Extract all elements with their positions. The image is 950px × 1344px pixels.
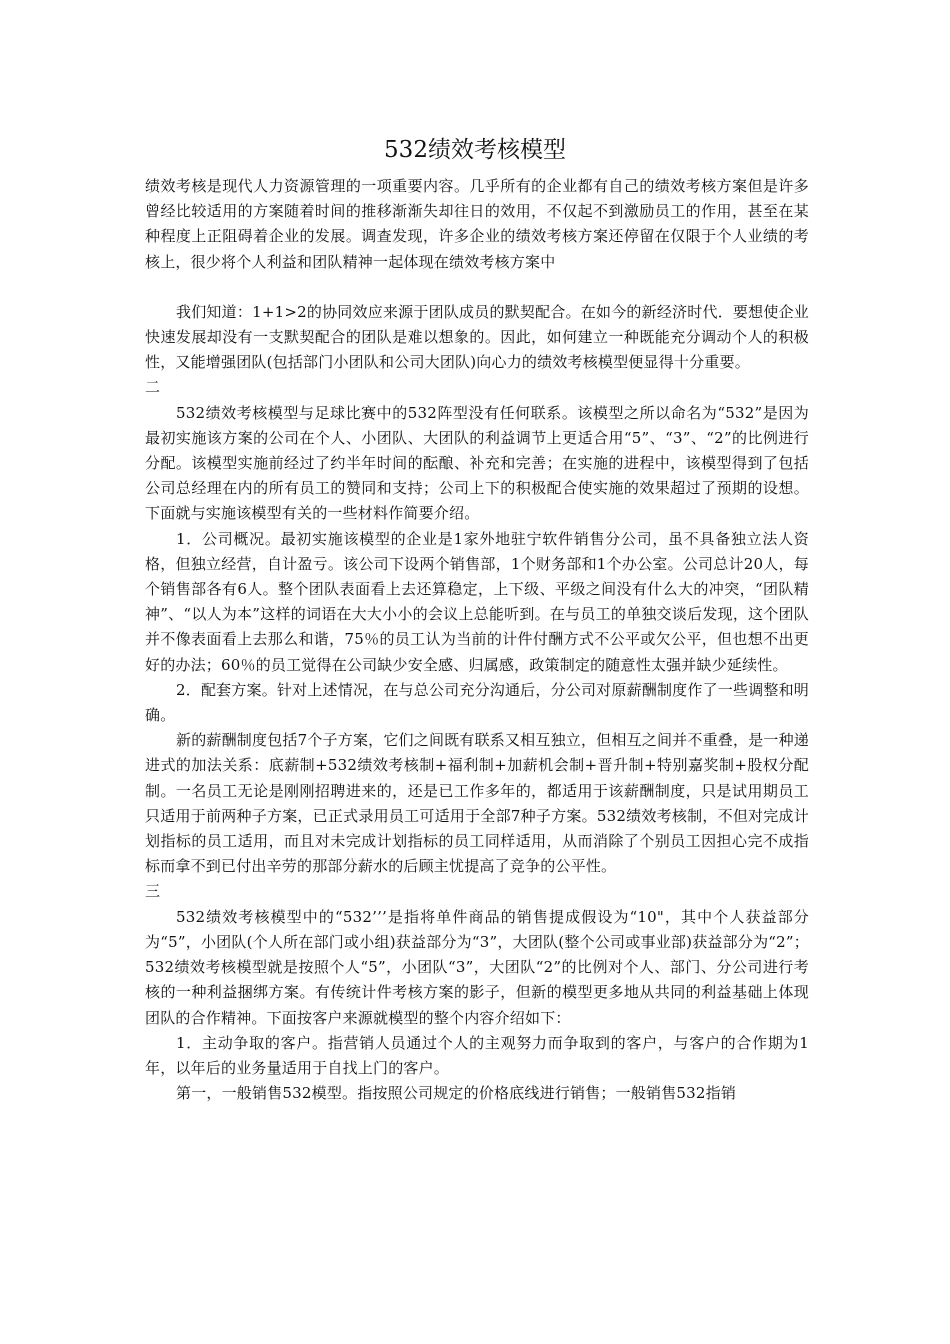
- section-marker-3: 三: [145, 882, 161, 901]
- plan-paragraph: 2．配套方案。针对上述情况，在与总公司充分沟通后，分公司对原薪酬制度作了一些调整和明确。: [145, 680, 809, 725]
- document-title: 532绩效考核模型: [384, 137, 566, 163]
- general-sales-paragraph: 第一，一般销售532模型。指按照公司规定的价格底线进行销售；一般销售532指销: [176, 1084, 737, 1103]
- company-overview-paragraph: 1．公司概况。最初实施该模型的企业是1家外地驻宁软件销售分公司，虽不具备独立法人资格，但独立经营，自计盈亏。该公司下设两个销售部，1个财务部和1个办公室。公司总计20人，每个销售部各有6人。整个团队表面看上去还算稳定，上下级、平级之间没有什么大的冲突，“团队精神”、“以人为本”这样的词语在大大小小的会议上总能听到。在与员工的单独交谈后发现，这个团队并不像表面看上去那么和谐，75％的员工认为当前的计件付酬方式不公平或欠公平，但也想不出更好的办法；60％的员工觉得在公司缺少安全感、归属感，政策制定的随意性太强并缺少延续性。: [145, 529, 809, 674]
- synergy-paragraph: 我们知道：1+1>2的协同效应来源于团队成员的默契配合。在如今的新经济时代．要想使企业快速发展却没有一支默契配合的团队是难以想象的。因此，如何建立一种既能充分调动个人的积极性，又能增强团队(包括部门小团队和公司大团队)向心力的绩效考核模型便显得十分重要。: [145, 302, 809, 372]
- document-body: [145, 174, 809, 1106]
- section-marker-2: 二: [145, 378, 161, 397]
- origin-paragraph: 532绩效考核模型与足球比赛中的532阵型没有任何联系。该模型之所以命名为“532”是因为最初实施该方案的公司在个人、小团队、大团队的利益调节上更适合用“5”、“3”、“2”的比例进行分配。该模型实施前经过了约半年时间的酝酿、补充和完善；在实施的进程中，该模型得到了包括公司总经理在内的所有员工的赞同和支持；公司上下的积极配合使实施的效果超过了预期的设想。下面就与实施该模型有关的一些材料作简要介绍。: [145, 403, 809, 523]
- active-customer-paragraph: 1．主动争取的客户。指营销人员通过个人的主观努力而争取到的客户，与客户的合作期为1年，以年后的业务量适用于自找上门的客户。: [145, 1033, 809, 1077]
- model-definition-paragraph: 532绩效考核模型中的“532’’’是指将单件商品的销售提成假设为“10"，其中个人获益部分为“5”，小团队(个人所在部门或小组)获益部分为“3”，大团队(整个公司或事业部)获益部分为“2”；532绩效考核模型就是按照个人“5”，小团队“3”，大团队“2”的比例对个人、部门、分公司进行考核的一种利益捆绑方案。有传统计件考核方案的影子，但新的模型更多地从共同的利益基础上体现团队的合作精神。下面按客户来源就模型的整个内容介绍如下：: [145, 907, 809, 1027]
- salary-system-paragraph: 新的薪酬制度包括7个子方案，它们之间既有联系又相互独立，但相互之间并不重叠，是一种递进式的加法关系：底薪制+532绩效考核制+福利制+加薪机会制+晋升制+特别嘉奖制+股权分配制。一名员工无论是刚刚招聘进来的，还是已工作多年的，都适用于该薪酬制度，只是试用期员工只适用于前两种子方案，已正式录用员工可适用于全部7种子方案。532绩效考核制，不但对完成计划指标的员工适用，而且对未完成计划指标的员工同样适用，从而消除了个别员工因担心完不成指标而拿不到已付出辛劳的那部分薪水的后顾主忧提高了竞争的公平性。: [145, 731, 809, 876]
- paragraph-gap: [145, 275, 809, 300]
- intro-paragraph: 绩效考核是现代人力资源管理的一项重要内容。几乎所有的企业都有自己的绩效考核方案但是许多曾经比较适用的方案随着时间的推移渐渐失却往日的效用，不仅起不到激励员工的作用，甚至在某种程度上正阻碍着企业的发展。调查发现，许多企业的绩效考核方案还停留在仅限于个人业绩的考核上，很少将个人利益和团队精神一起体现在绩效考核方案中: [145, 177, 809, 271]
